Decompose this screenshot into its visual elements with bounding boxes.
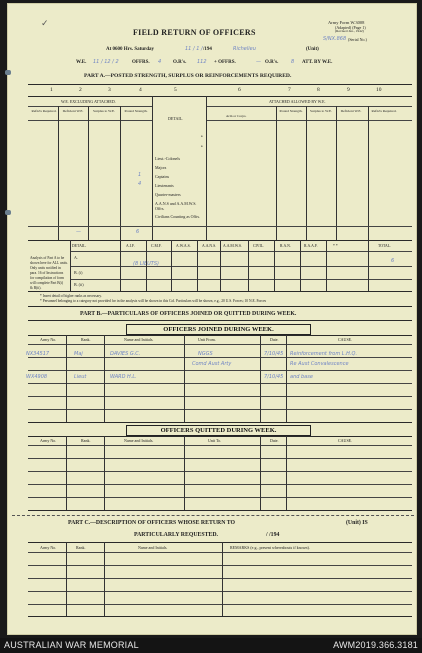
joined-head: Army No. [40, 337, 57, 342]
joined-head: CAUSE. [338, 337, 353, 342]
analysis-head: C.M.F. [151, 244, 162, 248]
form-number-2: (Adapted) (Page 1) [335, 25, 366, 30]
part-c-line2: PARTICULARLY REQUESTED. [134, 532, 218, 538]
col-head: Refts'ts Required. [31, 109, 57, 113]
bullet: • [201, 145, 203, 150]
ors2-handwriting: 8 [291, 59, 295, 65]
joined-unit: Comd Aust Arty [192, 361, 232, 367]
col-head: Arm or Corps. [226, 114, 247, 118]
part-c-date: / /194 [266, 532, 280, 538]
unit-label: (Unit) [306, 47, 319, 52]
analysis-head: A.A.N.S. [202, 244, 217, 248]
analysis-head: CIVIL. [253, 244, 265, 248]
we-label: W.E. [76, 60, 87, 65]
year-label: /194 [203, 47, 212, 52]
at-line: At 0600 Hrs. Saturday [106, 47, 155, 52]
joined-name: WARD H.L. [110, 374, 137, 380]
col-number: 9 [347, 87, 350, 93]
footnote-2: * Personnel belonging to a category not provided for in the analysis will be shown in this Col. Particulars will be shown, e.g., 20 U.S. Forces; 10 N.E. Forces [40, 299, 267, 303]
analysis-total-handwriting: 6 [391, 258, 395, 264]
unit-handwriting: Richelieu [233, 46, 256, 52]
analysis-head: A.W.A.S. [176, 244, 191, 248]
quitted-title: OFFICERS QUITTED DURING WEEK. [126, 425, 311, 436]
analysis-row: B. (i) [74, 270, 83, 275]
rank-label: Lieut.-Colonels [155, 156, 180, 161]
analysis-head: A.A.M.W.S. [223, 244, 242, 248]
date-handwriting: 11 / 1 / [185, 46, 203, 52]
col-number: 4 [139, 87, 142, 93]
part-b-title: PART B.—PARTICULARS OF OFFICERS JOINED OR QUITTED DURING WEEK. [80, 311, 297, 317]
joined-rank: Lieut [74, 374, 87, 380]
part-a-title: PART A.—POSTED STRENGTH, SURPLUS OR REINFORCEMENTS REQUIRED. [84, 73, 292, 79]
footer-accession: AWM2019.366.3181 [333, 640, 418, 650]
ors2-label: O.R's. [265, 60, 279, 65]
part-c-unit: (Unit) IS [346, 520, 368, 526]
col-head: Refts'ts Required. [371, 109, 397, 113]
part-c-title: PART C.—DESCRIPTION OF OFFICERS WHOSE RETURN TO [68, 520, 236, 526]
ors-label: O.R's. [173, 60, 187, 65]
we-excluding-header: W.E. EXCLUDING ATTACHED. [61, 99, 116, 104]
analysis-head: R.A.N. [280, 244, 291, 248]
serial-handwriting: S/NX.868 [323, 36, 347, 42]
part-c-head: Name and Initials. [138, 545, 168, 550]
bullet: • [201, 135, 203, 140]
joined-date: 7/10/45 [264, 351, 284, 357]
analysis-row: B. (ii) [74, 282, 84, 287]
footnote-1: * Insert detail of higher ranks as necessary. [40, 294, 102, 298]
deficient-total-handwriting: — [76, 229, 81, 235]
col-head: Deficient W.E. [340, 109, 362, 113]
detail-header: DETAIL. [168, 116, 184, 121]
tick-mark: ✓ [41, 18, 49, 28]
joined-rank: Maj [74, 351, 83, 357]
col-head: Surplus to W.E. [93, 109, 115, 113]
rank-label: Civilians Counting as Offrs. [155, 214, 201, 219]
col-number: 3 [108, 87, 111, 93]
part-c-head: Army No. [40, 545, 57, 550]
joined-army-no: WX4908 [26, 374, 48, 380]
plus-offrs-label: + OFFRS. [214, 60, 236, 65]
captains-handwriting: 1 [138, 172, 142, 178]
joined-head: Name and Initials. [124, 337, 154, 342]
punch-hole [5, 210, 11, 215]
analysis-a-handwriting: (8 LIEUTS) [133, 261, 159, 267]
footer-bar [0, 638, 422, 653]
lieutenants-handwriting: 4 [138, 181, 142, 187]
joined-head: Unit From. [198, 337, 216, 342]
form-number: Army Form W.3008 [328, 20, 365, 25]
joined-date: 7/10/45 [264, 374, 284, 380]
we-handwriting: 11 / 12 / 2 [93, 59, 119, 65]
col-head: Posted Strength. [279, 109, 303, 113]
att-by-we-label: ATT. BY W.E. [302, 60, 333, 65]
col-number: 7 [288, 87, 291, 93]
rank-label: Quarter-masters [155, 192, 181, 197]
serial-no-label: (Serial No.) [348, 37, 367, 42]
joined-cause: Reinforcement from L.H.Q. [290, 351, 358, 357]
rank-label: A.A.N.S and A.A.M.W.S. Offrs. [155, 201, 197, 211]
quitted-head: CAUSE. [338, 438, 353, 443]
quitted-head: Army No. [40, 438, 57, 443]
quitted-head: Unit To. [208, 438, 222, 443]
col-head: Surplus to W.E. [310, 109, 332, 113]
joined-head: Date. [270, 337, 279, 342]
col-head: Posted Strength. [124, 109, 148, 113]
plus-handwriting: — [256, 59, 261, 65]
joined-head: Rank. [81, 337, 91, 342]
joined-cause: Re Aust Convalescence [290, 361, 349, 367]
analysis-head: A.I.F. [126, 244, 135, 248]
analysis-head: * * [333, 244, 338, 248]
col-number: 10 [376, 87, 382, 93]
attached-allowed-header: ATTACHED ALLOWED BY W.E. [269, 99, 326, 104]
analysis-head: TOTAL. [378, 244, 392, 248]
punch-hole [5, 70, 11, 75]
joined-cause: and base [290, 374, 313, 380]
offrs-handwriting: 4 [158, 59, 162, 65]
col-number: 1 [50, 87, 53, 93]
form-number-3: (Revised Jan., 1942) [335, 29, 364, 33]
joined-unit: NGGS [198, 351, 213, 357]
analysis-row: A. [74, 255, 78, 260]
offrs-label: OFFRS. [132, 60, 150, 65]
joined-army-no: NX34517 [26, 351, 50, 357]
form-title: FIELD RETURN OF OFFICERS [133, 28, 256, 37]
joined-title: OFFICERS JOINED DURING WEEK. [126, 324, 311, 335]
analysis-note: Analysis of Part A to be shown here for ALL units. Only units notified in para. 16 of Instructions for compilation of form will complete Part B(i) & B(ii). [30, 256, 68, 290]
col-number: 8 [317, 87, 320, 93]
rank-label: Captains [155, 174, 169, 179]
part-c-head: Rank. [76, 545, 86, 550]
rank-label: Majors [155, 165, 167, 170]
quitted-head: Date. [270, 438, 279, 443]
joined-name: DAVIES G.C. [110, 351, 141, 357]
quitted-head: Rank. [81, 438, 91, 443]
quitted-head: Name and Initials. [124, 438, 154, 443]
col-head: Deficient W.E. [62, 109, 84, 113]
col-number: 6 [238, 87, 241, 93]
form-sheet [7, 3, 417, 635]
analysis-head: DETAIL. [72, 244, 87, 248]
col-number: 2 [79, 87, 82, 93]
footer-credit: AUSTRALIAN WAR MEMORIAL [4, 640, 139, 650]
analysis-head: R.A.A.F. [304, 244, 318, 248]
ors-handwriting: 112 [197, 59, 207, 65]
rank-label: Lieutenants [155, 183, 174, 188]
col-number: 5 [174, 87, 177, 93]
part-c-head: REMARKS (e.g., present whereabouts if known). [230, 545, 310, 550]
posted-total-handwriting: 6 [136, 229, 140, 235]
